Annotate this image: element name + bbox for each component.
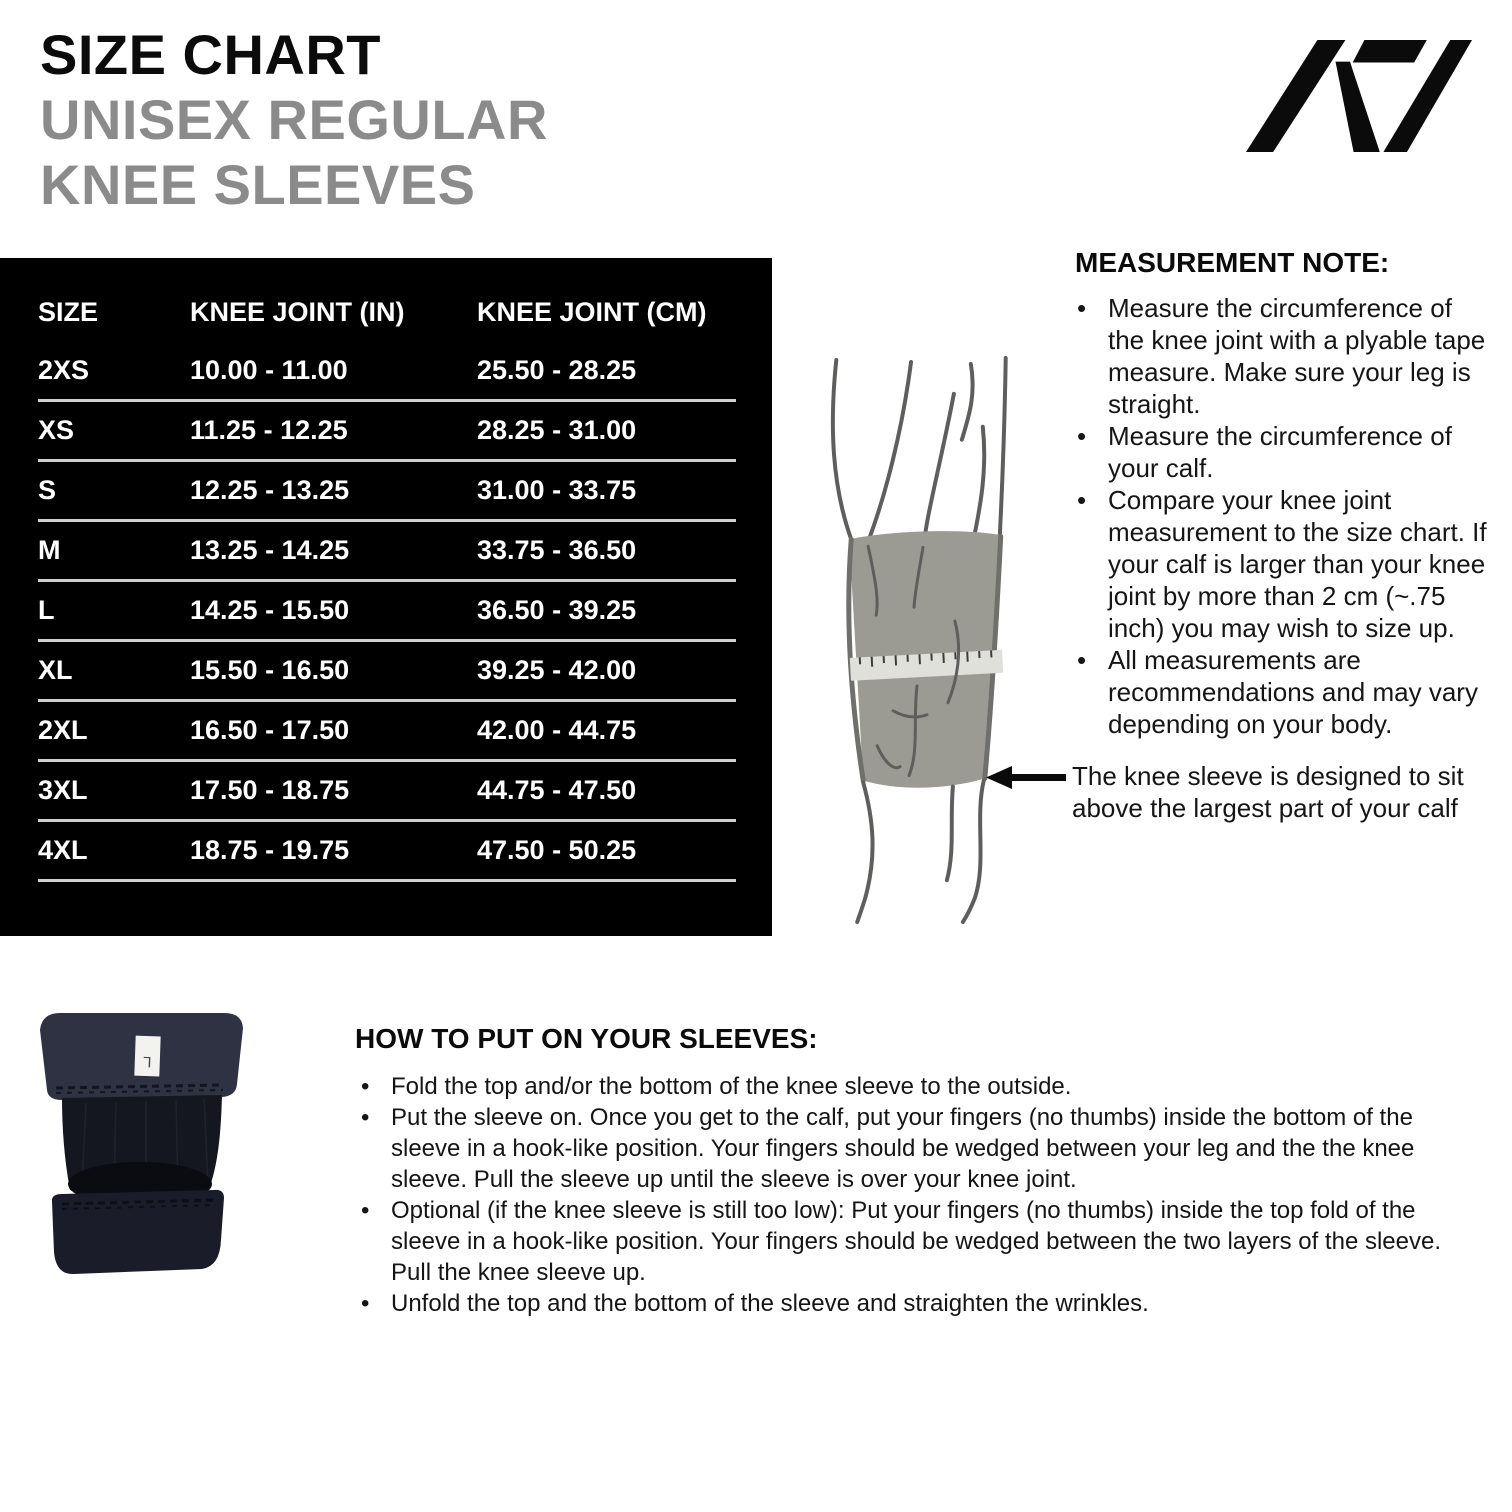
callout-arrow-icon [986,764,1066,791]
knee-measurement-illustration [805,352,1035,930]
knee-cm-cell: 42.00 - 44.75 [477,715,637,745]
size-cell: S [38,475,57,505]
knee-in-cell: 16.50 - 17.50 [190,715,350,745]
page-subtitle-line1: UNISEX REGULAR [40,88,548,151]
knee-in-cell: 10.00 - 11.00 [190,355,348,385]
a7-brand-logo-icon [1246,36,1472,156]
knee-in-cell: 17.50 - 18.75 [190,775,350,805]
size-tag-label: L [142,1052,152,1071]
size-cell: 3XL [38,775,88,805]
knee-sleeve-product-image [16,1008,268,1300]
measurement-note-section [1075,246,1487,740]
size-cell: 2XL [38,715,88,745]
measurement-note-item: • Measure the circumference of the knee joint with a plyable tape measure. Make sure your leg is straight. [1075,292,1487,420]
page-subtitle-line2: KNEE SLEEVES [40,153,476,216]
col-header-knee-in: KNEE JOINT (IN) [190,296,405,327]
table-row [0,462,772,519]
knee-cm-cell: 25.50 - 28.25 [477,355,637,385]
col-header-size: SIZE [38,296,99,327]
measurement-note-item: • Compare your knee joint measurement to the size chart. If your calf is larger than your knee joint by more than 2 cm (~.75 inch) you may wish to size up. [1075,484,1487,644]
knee-cm-cell: 39.25 - 42.00 [477,655,637,685]
table-row [0,402,772,459]
size-cell: 2XS [38,355,90,385]
row-divider [38,879,736,882]
size-chart-table [0,258,772,936]
knee-cm-cell: 31.00 - 33.75 [477,475,637,505]
how-to-list [355,1071,1473,1319]
size-tag [134,1036,160,1077]
how-to-item: • Fold the top and/or the bottom of the knee sleeve to the outside. [355,1071,1473,1102]
table-row [0,522,772,579]
measurement-note-heading: MEASUREMENT NOTE: [1075,247,1390,278]
size-cell: 4XL [38,835,88,865]
knee-in-cell: 15.50 - 16.50 [190,655,350,685]
table-row [0,822,772,879]
knee-in-cell: 14.25 - 15.50 [190,595,350,625]
knee-in-cell: 13.25 - 14.25 [190,535,350,565]
page-title: SIZE CHART [40,23,381,86]
size-cell: XS [38,415,75,445]
size-cell: M [38,535,61,565]
table-row [0,582,772,639]
table-row [0,342,772,399]
measurement-note-list [1075,292,1487,740]
how-to-item: • Unfold the top and the bottom of the sleeve and straighten the wrinkles. [355,1288,1473,1319]
knee-in-cell: 11.25 - 12.25 [190,415,348,445]
knee-cm-cell: 36.50 - 39.25 [477,595,637,625]
size-cell: L [38,595,55,625]
knee-cm-cell: 33.75 - 36.50 [477,535,637,565]
how-to-section [355,1022,1473,1319]
table-row [0,762,772,819]
size-cell: XL [38,655,73,685]
callout-text: The knee sleeve is designed to sit above the largest part of your calf [1072,761,1464,823]
how-to-heading: HOW TO PUT ON YOUR SLEEVES: [355,1023,818,1054]
page-header [40,22,548,217]
knee-in-cell: 12.25 - 13.25 [190,475,350,505]
measurement-note-item: • Measure the circumference of your calf. [1075,420,1487,484]
knee-in-cell: 18.75 - 19.75 [190,835,350,865]
knee-cm-cell: 28.25 - 31.00 [477,415,637,445]
knee-cm-cell: 44.75 - 47.50 [477,775,637,805]
measurement-note-item: • All measurements are recommendations and may vary depending on your body. [1075,644,1487,740]
table-header-row [0,282,772,342]
table-row [0,702,772,759]
how-to-item: • Optional (if the knee sleeve is still too low): Put your fingers (no thumbs) inside the top fold of the sleeve in a hook-like position. Your fingers should be wedged between the two layers of the sleeve. Pull the knee sleeve up. [355,1195,1473,1288]
how-to-item: • Put the sleeve on. Once you get to the calf, put your fingers (no thumbs) inside the bottom of the sleeve in a hook-like position. Your fingers should be wedged between your leg and the the knee sleeve. Pull the sleeve up until the sleeve is over your knee joint. [355,1102,1473,1195]
knee-cm-cell: 47.50 - 50.25 [477,835,637,865]
table-row [0,642,772,699]
col-header-knee-cm: KNEE JOINT (CM) [477,296,707,327]
